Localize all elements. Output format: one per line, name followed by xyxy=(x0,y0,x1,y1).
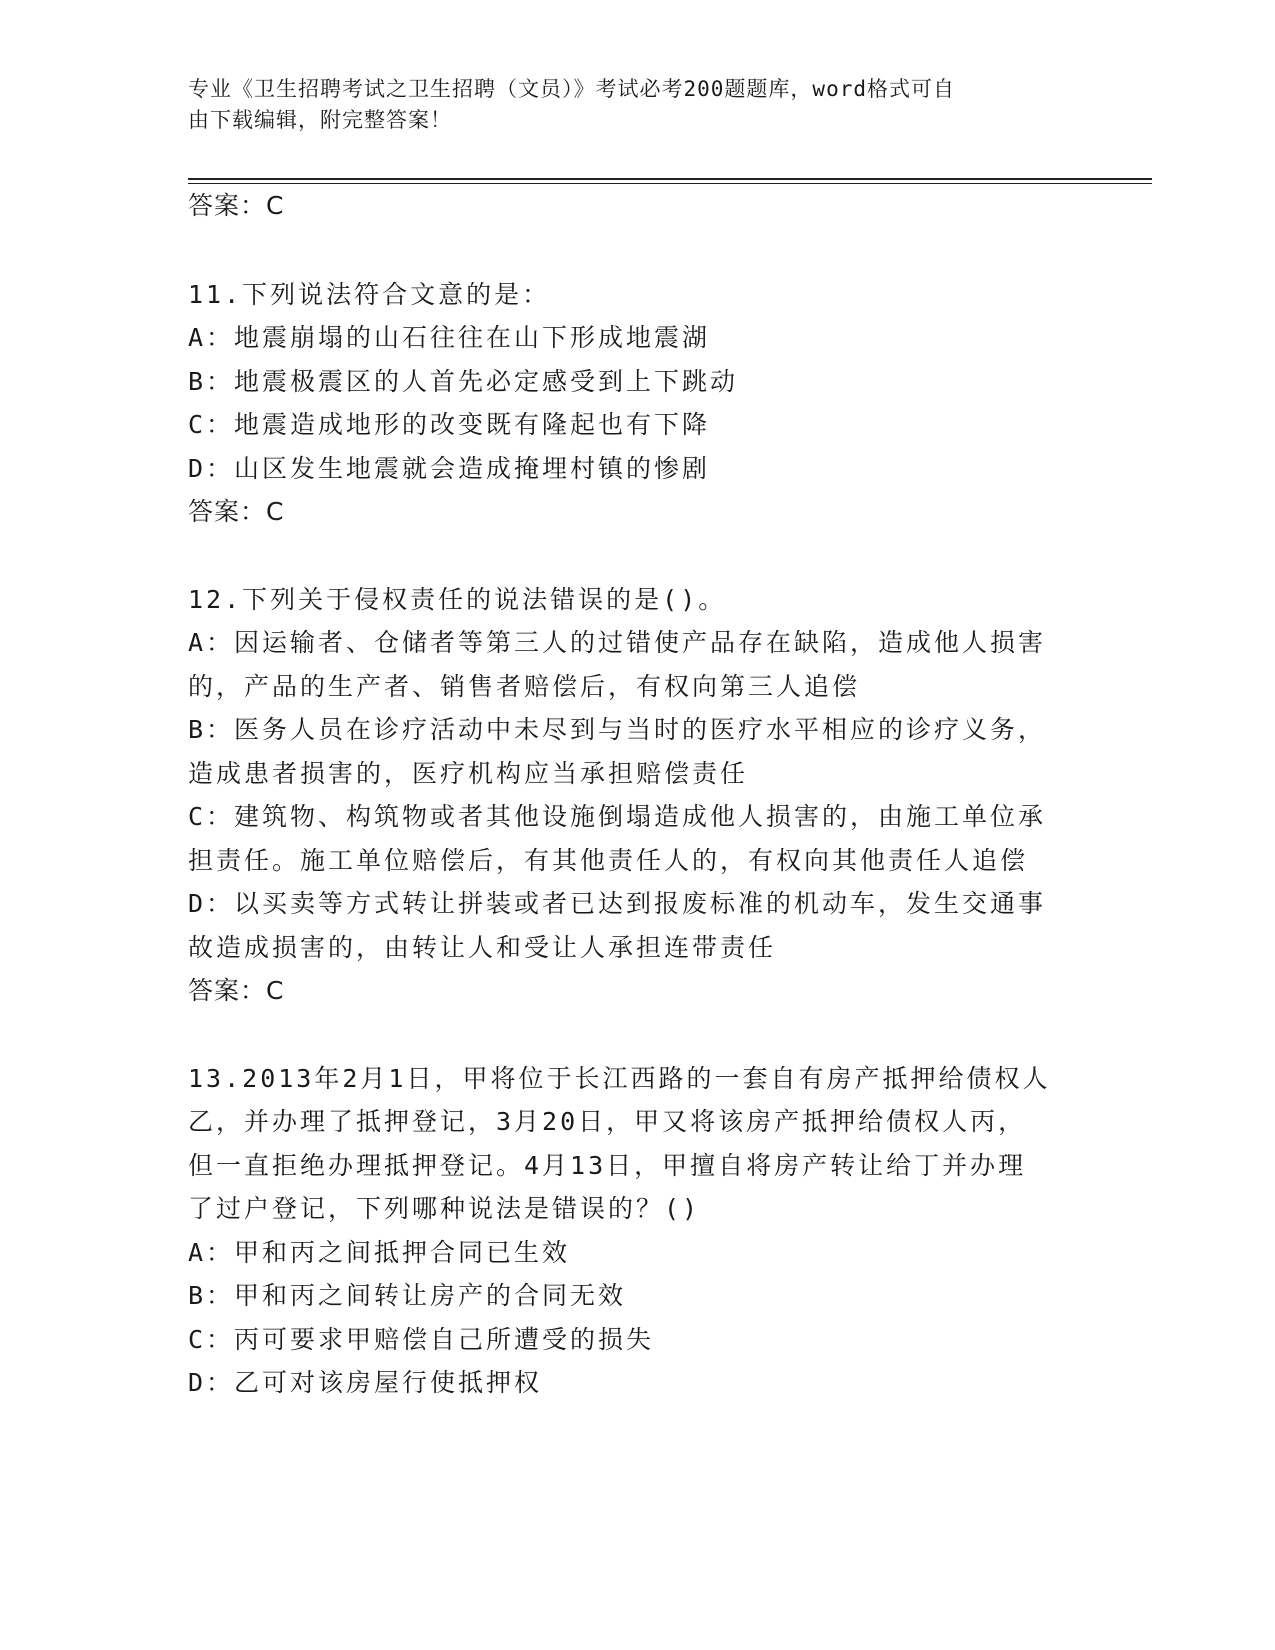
question-13-stem-line-3: 但一直拒绝办理抵押登记。4月13日，甲擅自将房产转让给丁并办理 xyxy=(188,1151,1027,1180)
question-13-option-a: A：甲和丙之间抵押合同已生效 xyxy=(188,1238,571,1267)
question-12-option-c-line-1: C：建筑物、构筑物或者其他设施倒塌造成他人损害的，由施工单位承 xyxy=(188,802,1047,831)
question-11-option-a: A：地震崩塌的山石往往在山下形成地震湖 xyxy=(188,323,711,352)
question-13-stem-line-2: 乙，并办理了抵押登记，3月20日，甲又将该房产抵押给债权人丙， xyxy=(188,1107,1027,1136)
question-12-option-c-line-2: 担责任。施工单位赔偿后，有其他责任人的，有权向其他责任人追偿 xyxy=(188,846,1029,875)
header-divider-thin xyxy=(188,183,1152,184)
question-12-option-b-line-1: B：医务人员在诊疗活动中未尽到与当时的医疗水平相应的诊疗义务， xyxy=(188,715,1047,744)
header-divider-thick xyxy=(188,178,1152,180)
question-11-answer: 答案：C xyxy=(188,497,285,526)
header-line-1: 专业《卫生招聘考试之卫生招聘（文员）》考试必考200题题库，word格式可自 xyxy=(188,77,955,101)
question-13-option-d: D：乙可对该房屋行使抵押权 xyxy=(188,1368,543,1397)
question-12-option-d-line-1: D：以买卖等方式转让拼装或者已达到报废标准的机动车，发生交通事 xyxy=(188,889,1047,918)
question-12-stem: 12.下列关于侵权责任的说法错误的是()。 xyxy=(188,585,727,614)
question-13-stem-line-4: 了过户登记，下列哪种说法是错误的？() xyxy=(188,1194,701,1223)
question-12-answer: 答案：C xyxy=(188,976,285,1005)
question-13-option-b: B：甲和丙之间转让房产的合同无效 xyxy=(188,1281,627,1310)
header-line-2: 由下载编辑，附完整答案！ xyxy=(188,108,452,132)
question-13-stem-line-1: 13.2013年2月1日，甲将位于长江西路的一套自有房产抵押给债权人 xyxy=(188,1064,1051,1093)
question-12-option-d-line-2: 故造成损害的，由转让人和受让人承担连带责任 xyxy=(188,933,777,962)
question-11-option-c: C：地震造成地形的改变既有隆起也有下降 xyxy=(188,410,711,439)
document-header xyxy=(188,74,1088,136)
question-12-option-b-line-2: 造成患者损害的，医疗机构应当承担赔偿责任 xyxy=(188,759,749,788)
question-11-option-d: D：山区发生地震就会造成掩埋村镇的惨剧 xyxy=(188,454,711,483)
question-12-option-a-line-1: A：因运输者、仓储者等第三人的过错使产品存在缺陷，造成他人损害 xyxy=(188,628,1047,657)
question-12-option-a-line-2: 的，产品的生产者、销售者赔偿后，有权向第三人追偿 xyxy=(188,672,861,701)
answer-previous: 答案：C xyxy=(188,191,285,220)
question-11-stem: 11.下列说法符合文意的是： xyxy=(188,280,551,309)
question-11-option-b: B：地震极震区的人首先必定感受到上下跳动 xyxy=(188,367,739,396)
question-13-option-c: C：丙可要求甲赔偿自己所遭受的损失 xyxy=(188,1325,655,1354)
